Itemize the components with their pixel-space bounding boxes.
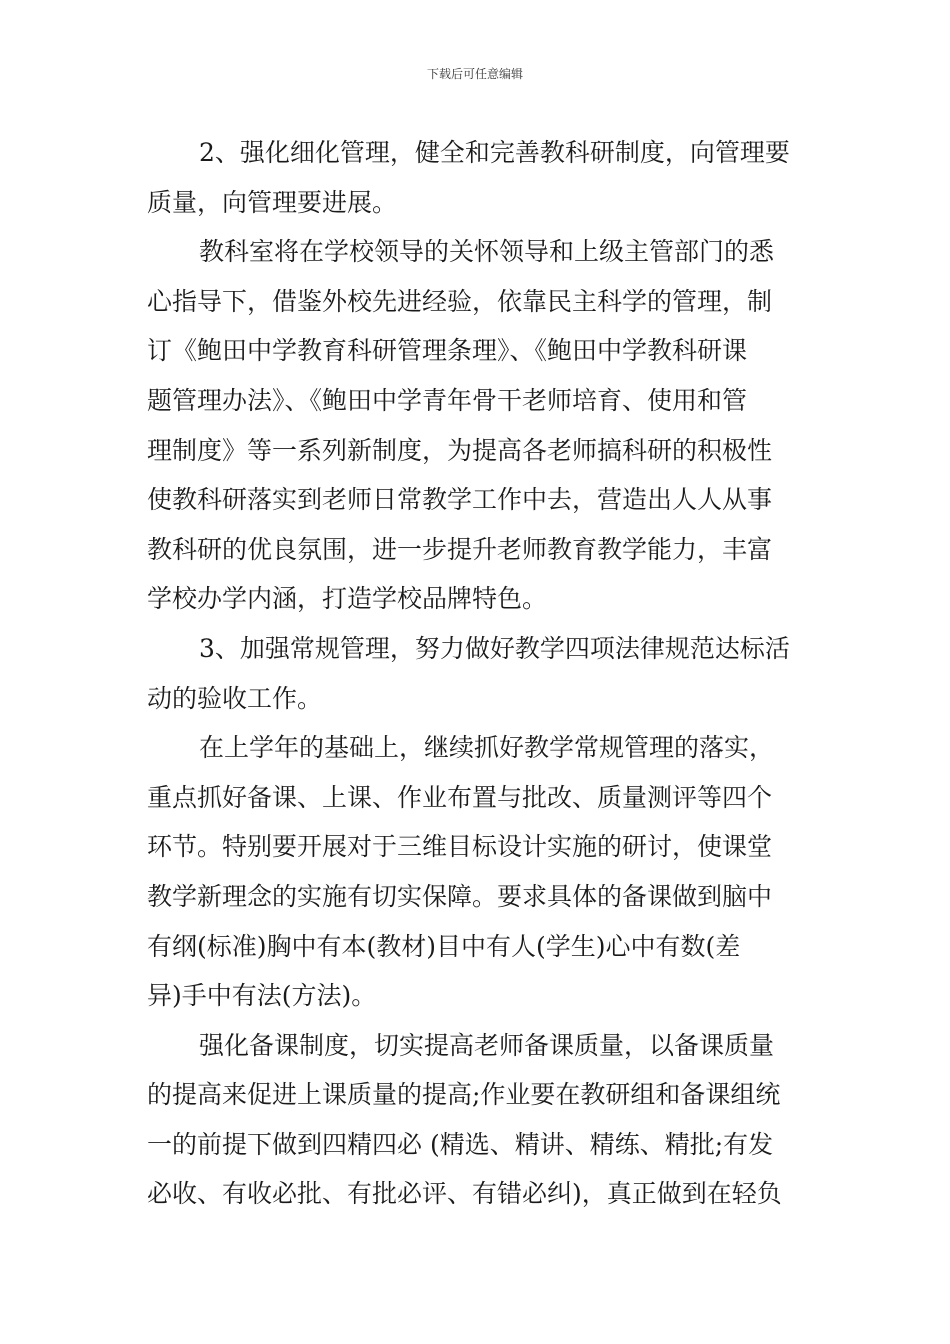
text-line: 心指导下，借鉴外校先进经验，依靠民主科学的管理，制 — [147, 286, 773, 316]
text-line: 必收、有收必批、有批必评、有错必纠)，真正做到在轻负 — [147, 1179, 782, 1209]
text-line: 使教科研落实到老师日常教学工作中去，营造出人人从事 — [147, 485, 773, 515]
text-line: 环节。特别要开展对于三维目标设计实施的研讨，使课堂 — [147, 832, 773, 862]
paragraph-heading-2 — [147, 128, 807, 227]
text-line: 在上学年的基础上，继续抓好教学常规管理的落实， — [199, 733, 775, 763]
document-body — [147, 128, 807, 1219]
paragraph-heading-3 — [147, 624, 807, 723]
paragraph — [147, 723, 807, 1021]
text-line: 动的验收工作。 — [147, 683, 323, 713]
text-line: 教科研的优良氛围，进一步提升老师教育教学能力，丰富 — [147, 534, 773, 564]
text-line: 一的前提下做到四精四必 (精选、精讲、精练、精批;有发 — [147, 1129, 774, 1159]
page-header: 下载后可任意编辑 — [426, 67, 523, 81]
text-line: 题管理办法》、《鲍田中学青年骨干老师培育、使用和管 — [147, 385, 748, 415]
text-line: 异)手中有法(方法)。 — [147, 981, 377, 1011]
text-line: 教科室将在学校领导的关怀领导和上级主管部门的悉 — [199, 237, 775, 267]
text-line: 的提高来促进上课质量的提高;作业要在教研组和备课组统 — [147, 1080, 781, 1110]
text-line: 3、加强常规管理，努力做好教学四项法律规范达标活 — [199, 633, 790, 663]
text-line: 订《鲍田中学教育科研管理条理》、《鲍田中学教科研课 — [147, 336, 748, 366]
text-line: 质量，向管理要进展。 — [147, 187, 398, 217]
paragraph — [147, 227, 807, 624]
text-line: 强化备课制度，切实提高老师备课质量，以备课质量 — [199, 1030, 775, 1060]
text-line: 有纲(标准)胸中有本(教材)目中有人(学生)心中有数(差 — [147, 931, 741, 961]
text-line: 学校办学内涵，打造学校品牌特色。 — [147, 584, 548, 614]
paragraph — [147, 1021, 807, 1219]
text-line: 2、强化细化管理，健全和完善教科研制度，向管理要 — [199, 138, 790, 167]
text-line: 教学新理念的实施有切实保障。要求具体的备课做到脑中 — [147, 881, 773, 911]
text-line: 理制度》等一系列新制度，为提高各老师搞科研的积极性 — [147, 435, 773, 465]
text-line: 重点抓好备课、上课、作业布置与批改、质量测评等四个 — [147, 782, 773, 812]
